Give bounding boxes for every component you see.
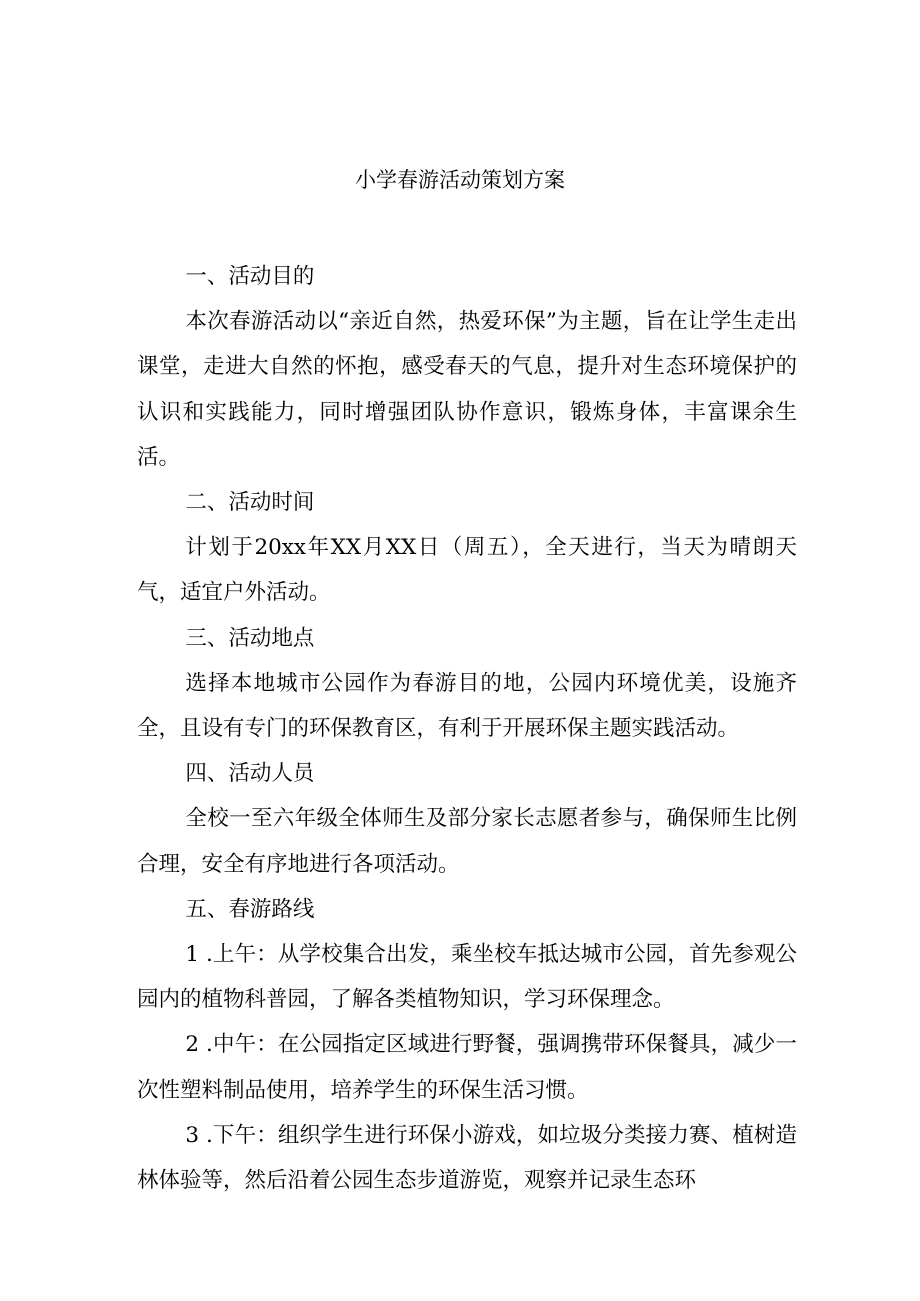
- paragraph-time: 计划于20xx年XX月XX日（周五），全天进行，当天为晴朗天气，适宜户外活动。: [137, 535, 797, 606]
- paragraph-purpose: 本次春游活动以“亲近自然，热爱环保”为主题，旨在让学生走出课堂，走进大自然的怀抱，感受春天的气息，提升对生态环境保护的认识和实践能力，同时增强团队协作意识，锻炼身体，丰富课余生活。: [137, 309, 797, 470]
- route-item-noon: 2 .中午：在公园指定区域进行野餐，强调携带环保餐具，减少一次性塑料制品使用，培养学生的环保生活习惯。: [137, 1032, 797, 1103]
- document-body: [137, 254, 797, 1203]
- section-heading-time: 二、活动时间: [185, 490, 315, 516]
- section-heading-purpose: 一、活动目的: [185, 264, 315, 289]
- paragraph-location: 选择本地城市公园作为春游目的地，公园内环境优美，设施齐全，且设有专门的环保教育区，有利于开展环保主题实践活动。: [137, 670, 797, 742]
- route-item-afternoon: 3 .下午：组织学生进行环保小游戏，如垃圾分类接力赛、植树造林体验等，然后沿着公园生态步道游览，观察并记录生态环: [137, 1122, 797, 1194]
- section-heading-route: 五、春游路线: [185, 896, 315, 922]
- paragraph-participants: 全校一至六年级全体师生及部分家长志愿者参与，确保师生比例合理，安全有序地进行各项活动。: [137, 806, 797, 877]
- route-item-morning: 1 .上午：从学校集合出发，乘坐校车抵达城市公园，首先参观公园内的植物科普园，了解各类植物知识，学习环保理念。: [137, 942, 797, 1013]
- section-heading-location: 三、活动地点: [185, 625, 315, 651]
- document-title: 小学春游活动策划方案: [355, 168, 565, 192]
- section-heading-participants: 四、活动人员: [185, 761, 315, 787]
